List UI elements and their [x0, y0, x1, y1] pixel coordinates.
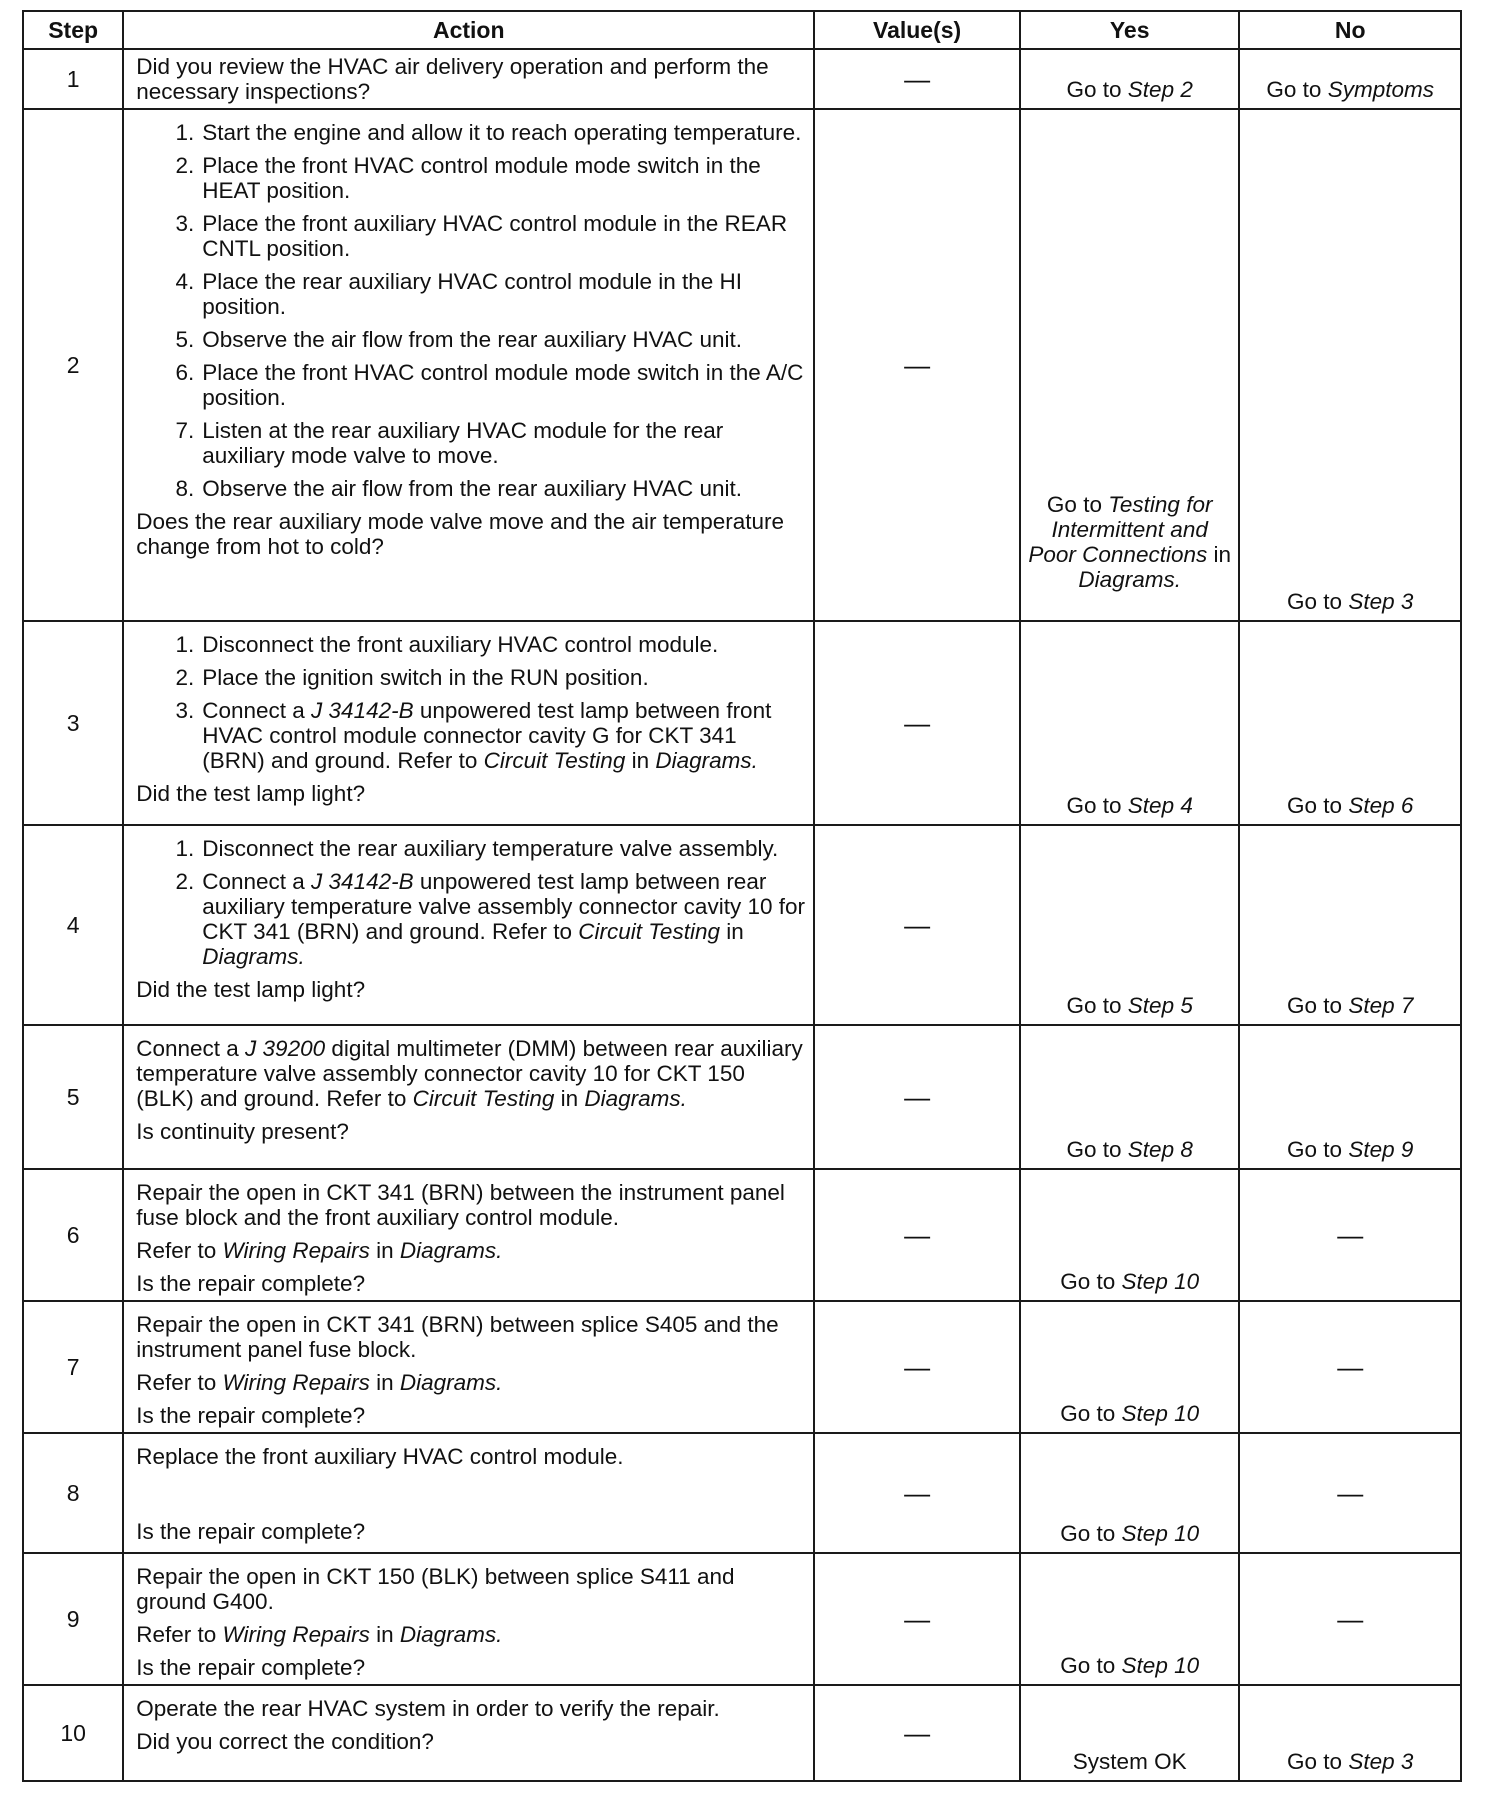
value-cell: — [814, 1025, 1020, 1169]
no-cell: Go to Step 3 [1239, 109, 1461, 621]
list-item: 2. Place the ignition switch in the RUN position. [175, 665, 649, 690]
action-question: Did you review the HVAC air delivery operation and perform the necessary inspections? [136, 54, 769, 104]
no-link[interactable]: Symptoms [1327, 77, 1434, 102]
yes-link[interactable]: Step 5 [1127, 993, 1193, 1018]
no-link[interactable]: Step 3 [1348, 589, 1414, 614]
action-cell [123, 49, 814, 109]
no-cell: — [1239, 1301, 1461, 1433]
table-row [23, 1025, 1461, 1169]
step-number: 7 [23, 1301, 123, 1433]
list-item: 8. Observe the air flow from the rear auxiliary HVAC unit. [175, 476, 742, 501]
action-cell [123, 1301, 814, 1433]
action-question: Is the repair complete? [136, 1519, 366, 1544]
doc-link[interactable]: Circuit Testing [483, 748, 626, 773]
yes-cell: Go to Step 10 [1020, 1169, 1239, 1301]
action-cell [123, 621, 814, 825]
action-text: Repair the open in CKT 341 (BRN) between the instrument panel fuse block and the front auxiliary control module. [136, 1180, 785, 1230]
list-item: 2. Place the front HVAC control module mode switch in the HEAT position. [175, 153, 761, 203]
yes-cell: Go to Step 10 [1020, 1301, 1239, 1433]
step-number: 2 [23, 109, 123, 621]
yes-link[interactable]: Testing for Intermittent and Poor Connections [1028, 492, 1213, 567]
list-item: 2. Connect a J 34142-B unpowered test lamp between rear auxiliary temperature valve assembly connector cavity 10 for CKT 341 (BRN) and ground. Refer to Circuit Testing in Diagrams. [175, 869, 805, 969]
no-cell: — [1239, 1169, 1461, 1301]
yes-link[interactable]: Step 10 [1121, 1653, 1200, 1678]
doc-link[interactable]: Diagrams. [399, 1370, 503, 1395]
list-item: 3. Place the front auxiliary HVAC control module in the REAR CNTL position. [175, 211, 788, 261]
tool-ref: J 34142-B [311, 698, 414, 723]
action-text: Operate the rear HVAC system in order to verify the repair. [136, 1696, 720, 1721]
step-number: 1 [23, 49, 123, 109]
value-cell: — [814, 621, 1020, 825]
header-values: Value(s) [814, 11, 1020, 49]
list-item: 1. Start the engine and allow it to reach operating temperature. [175, 120, 802, 145]
no-text: Go to [1266, 77, 1328, 102]
action-text: Repair the open in CKT 341 (BRN) between splice S405 and the instrument panel fuse block. [136, 1312, 779, 1362]
no-cell: Go to Step 9 [1239, 1025, 1461, 1169]
no-cell: Go to Step 6 [1239, 621, 1461, 825]
list-item: 1. Disconnect the front auxiliary HVAC control module. [175, 632, 719, 657]
step-number: 10 [23, 1685, 123, 1781]
action-cell [123, 1169, 814, 1301]
value-cell: — [814, 1169, 1020, 1301]
yes-cell: Go to Step 10 [1020, 1433, 1239, 1553]
step-number: 5 [23, 1025, 123, 1169]
no-cell: — [1239, 1553, 1461, 1685]
yes-cell: Go to Testing for Intermittent and Poor Connections in Diagrams. [1020, 109, 1239, 621]
action-question: Does the rear auxiliary mode valve move and the air temperature change from hot to cold? [136, 509, 785, 559]
doc-link[interactable]: Circuit Testing [578, 919, 720, 944]
table-row [23, 1553, 1461, 1685]
value-cell: — [814, 1553, 1020, 1685]
tool-ref: J 39200 [245, 1036, 326, 1061]
substep-list [136, 836, 805, 969]
yes-cell: Go to Step 8 [1020, 1025, 1239, 1169]
list-item: 5. Observe the air flow from the rear auxiliary HVAC unit. [175, 327, 742, 352]
substep-list [136, 632, 805, 773]
action-text: Replace the front auxiliary HVAC control module. [136, 1444, 624, 1469]
step-number: 4 [23, 825, 123, 1025]
yes-link[interactable]: Step 2 [1127, 77, 1193, 102]
action-text: Repair the open in CKT 150 (BLK) between splice S411 and ground G400. [136, 1564, 735, 1614]
action-text: Connect a J 39200 digital multimeter (DMM) between rear auxiliary temperature valve assembly connector cavity 10 for CKT 150 (BLK) and ground. Refer to Circuit Testing in Diagrams. [136, 1036, 803, 1111]
action-cell [123, 1685, 814, 1781]
no-link[interactable]: Step 6 [1348, 793, 1414, 818]
action-question: Did you correct the condition? [136, 1729, 434, 1754]
doc-link[interactable]: Diagrams. [655, 748, 758, 773]
yes-link[interactable]: Step 8 [1127, 1137, 1193, 1162]
tool-ref: J 34142-B [311, 869, 414, 894]
step-number: 9 [23, 1553, 123, 1685]
action-cell [123, 1025, 814, 1169]
table-row [23, 1301, 1461, 1433]
yes-cell: Go to Step 5 [1020, 825, 1239, 1025]
list-item: 1. Disconnect the rear auxiliary temperature valve assembly. [175, 836, 779, 861]
action-cell [123, 1433, 814, 1553]
yes-link[interactable]: Step 10 [1121, 1269, 1200, 1294]
header-action: Action [123, 11, 814, 49]
table-row [23, 1433, 1461, 1553]
list-item: 6. Place the front HVAC control module mode switch in the A/C position. [175, 360, 804, 410]
table-row [23, 109, 1461, 621]
doc-link[interactable]: Diagrams. [202, 944, 305, 969]
doc-link[interactable]: Circuit Testing [412, 1086, 555, 1111]
table-row [23, 621, 1461, 825]
yes-link[interactable]: Step 10 [1121, 1521, 1200, 1546]
header-step: Step [23, 11, 123, 49]
yes-link[interactable]: Step 4 [1127, 793, 1193, 818]
step-number: 6 [23, 1169, 123, 1301]
action-refer: Refer to Wiring Repairs in Diagrams. [136, 1238, 503, 1263]
action-question: Is the repair complete? [136, 1403, 366, 1428]
action-cell [123, 1553, 814, 1685]
doc-link[interactable]: Wiring Repairs [222, 1370, 370, 1395]
yes-link[interactable]: Step 10 [1121, 1401, 1200, 1426]
diagnostic-table [22, 10, 1462, 1782]
yes-cell: Go to Step 10 [1020, 1553, 1239, 1685]
action-refer: Refer to Wiring Repairs in Diagrams. [136, 1622, 503, 1647]
list-item: 4. Place the rear auxiliary HVAC control module in the HI position. [175, 269, 743, 319]
no-cell: Go to Step 3 [1239, 1685, 1461, 1781]
step-number: 8 [23, 1433, 123, 1553]
table-row [23, 825, 1461, 1025]
no-link[interactable]: Step 9 [1348, 1137, 1414, 1162]
no-cell [1239, 49, 1461, 109]
doc-link[interactable]: Wiring Repairs [222, 1622, 370, 1647]
action-cell [123, 109, 814, 621]
doc-link[interactable]: Diagrams. [399, 1238, 503, 1263]
value-cell: — [814, 825, 1020, 1025]
action-question: Did the test lamp light? [136, 977, 366, 1002]
header-no: No [1239, 11, 1461, 49]
action-question: Is continuity present? [136, 1119, 349, 1144]
list-item: 3. Connect a J 34142-B unpowered test lamp between front HVAC control module connector cavity G for CKT 341 (BRN) and ground. Refer to Circuit Testing in Diagrams. [175, 698, 772, 773]
step-number: 3 [23, 621, 123, 825]
value-cell: — [814, 1685, 1020, 1781]
value-cell: — [814, 1301, 1020, 1433]
yes-cell: System OK [1020, 1685, 1239, 1781]
substep-list [136, 120, 805, 501]
header-yes: Yes [1020, 11, 1239, 49]
action-question: Did the test lamp light? [136, 781, 366, 806]
table-row [23, 1169, 1461, 1301]
doc-link[interactable]: Wiring Repairs [222, 1238, 370, 1263]
list-item: 7. Listen at the rear auxiliary HVAC module for the rear auxiliary mode valve to move. [175, 418, 724, 468]
header-row [23, 11, 1461, 49]
yes-link[interactable]: Diagrams. [1078, 567, 1181, 592]
doc-link[interactable]: Diagrams. [399, 1622, 503, 1647]
doc-link[interactable]: Diagrams. [584, 1086, 687, 1111]
table-row [23, 1685, 1461, 1781]
no-link[interactable]: Step 7 [1348, 993, 1414, 1018]
action-question: Is the repair complete? [136, 1271, 366, 1296]
action-cell [123, 825, 814, 1025]
no-link[interactable]: Step 3 [1348, 1749, 1414, 1774]
yes-text: Go to [1066, 77, 1128, 102]
table-row [23, 49, 1461, 109]
value-cell: — [814, 1433, 1020, 1553]
yes-cell [1020, 49, 1239, 109]
no-cell: — [1239, 1433, 1461, 1553]
yes-cell: Go to Step 4 [1020, 621, 1239, 825]
value-cell: — [814, 109, 1020, 621]
no-cell: Go to Step 7 [1239, 825, 1461, 1025]
value-cell: — [814, 49, 1020, 109]
action-refer: Refer to Wiring Repairs in Diagrams. [136, 1370, 503, 1395]
action-question: Is the repair complete? [136, 1655, 366, 1680]
